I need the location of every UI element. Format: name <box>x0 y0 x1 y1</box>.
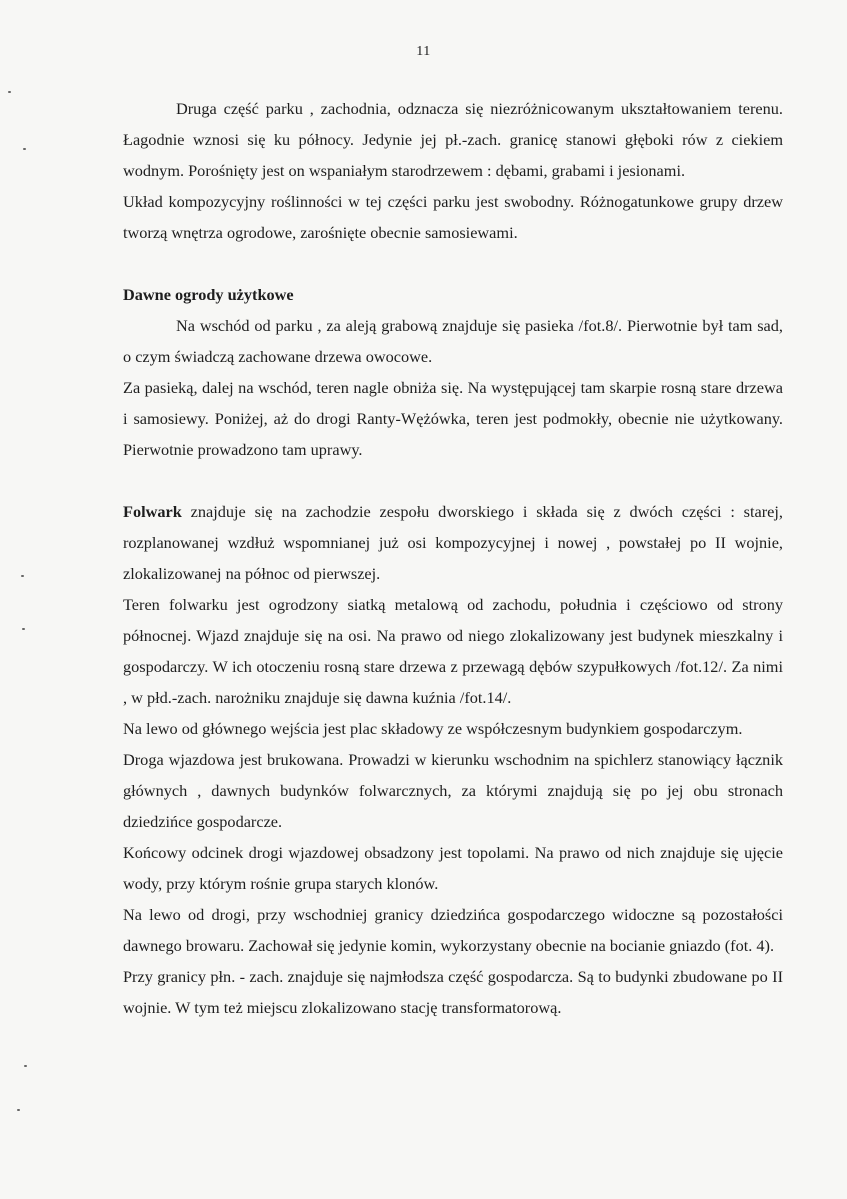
scan-speck <box>23 148 26 150</box>
paragraph-browar: Na lewo od drogi, przy wschodniej granicy dziedzińca gospodarczego widoczne są pozostałości dawnego browaru. Zachował się jedynie komin, wykorzystany obecnie na bocianie gniazdo (fot. 4). <box>123 905 783 955</box>
paragraph-park-west: Druga część parku , zachodnia, odznacza się niezróżnicowanym ukształtowaniem terenu. Łagodnie wznosi się ku północy. Jedynie jej pł.-zach. granicę stanowi głęboki rów z ciekiem wodnym. Porośnięty jest on wspaniałym starodrzewem : dębami, grabami i jesionami. <box>123 99 783 180</box>
folwark-text: znajduje się na zachodzie zespołu dworskiego i składa się z dwóch części : starej, rozplanowanej wzdłuż wspomnianej już osi kompozycyjnej i nowej , powstałej po II wojnie, zlokalizowanej na północ od pierwszej. <box>123 502 783 583</box>
section-heading-ogrody: Dawne ogrody użytkowe <box>123 285 294 304</box>
paragraph-najmlodsza-czesc: Przy granicy płn. - zach. znajduje się najmłodsza część gospodarcza. Są to budynki zbudowane po II wojnie. W tym też miejscu zlokalizowano stację transformatorową. <box>123 967 783 1017</box>
document-body <box>123 93 783 1023</box>
scan-speck <box>22 628 25 630</box>
scan-speck <box>21 575 24 577</box>
spacer <box>123 248 783 279</box>
paragraph-folwark <box>123 496 783 589</box>
page-number: 11 <box>416 44 431 59</box>
scan-speck <box>8 91 11 93</box>
spacer <box>123 465 783 496</box>
paragraph-topole: Końcowy odcinek drogi wjazdowej obsadzony jest topolami. Na prawo od nich znajduje się ujęcie wody, przy którym rośnie grupa starych klonów. <box>123 843 783 893</box>
paragraph-teren-folwarku: Teren folwarku jest ogrodzony siatką metalową od zachodu, południa i częściowo od strony północnej. Wjazd znajduje się na osi. Na prawo od niego zlokalizowany jest budynek mieszkalny i gospodarczy. W ich otoczeniu rosną stare drzewa z przewagą dębów szypułkowych /fot.12/. Za nimi , w płd.-zach. narożniku znajduje się dawna kuźnia /fot.14/. <box>123 595 783 707</box>
paragraph-pasieka: Na wschód od parku , za aleją grabową znajduje się pasieka /fot.8/. Pierwotnie był tam sad, o czym świadczą zachowane drzewa owocowe. <box>123 316 783 366</box>
paragraph-composition: Układ kompozycyjny roślinności w tej części parku jest swobodny. Różnogatunkowe grupy drzew tworzą wnętrza ogrodowe, zarośnięte obecnie samosiewami. <box>123 192 783 242</box>
folwark-term: Folwark <box>123 502 182 521</box>
scan-speck <box>24 1065 27 1067</box>
scan-speck <box>17 1109 20 1111</box>
paragraph-droga-wjazdowa: Droga wjazdowa jest brukowana. Prowadzi w kierunku wschodnim na spichlerz stanowiący łącznik głównych , dawnych budynków folwarcznych, za którymi znajdują się po jej obu stronach dziedzińce gospodarcze. <box>123 750 783 831</box>
paragraph-plac-skladowy: Na lewo od głównego wejścia jest plac składowy ze współczesnym budynkiem gospodarczym. <box>123 719 743 738</box>
paragraph-skarpa: Za pasieką, dalej na wschód, teren nagle obniża się. Na występującej tam skarpie rosną stare drzewa i samosiewy. Poniżej, aż do drogi Ranty-Wężówka, teren jest podmokły, obecnie nie użytkowany. Pierwotnie prowadzono tam uprawy. <box>123 378 783 459</box>
